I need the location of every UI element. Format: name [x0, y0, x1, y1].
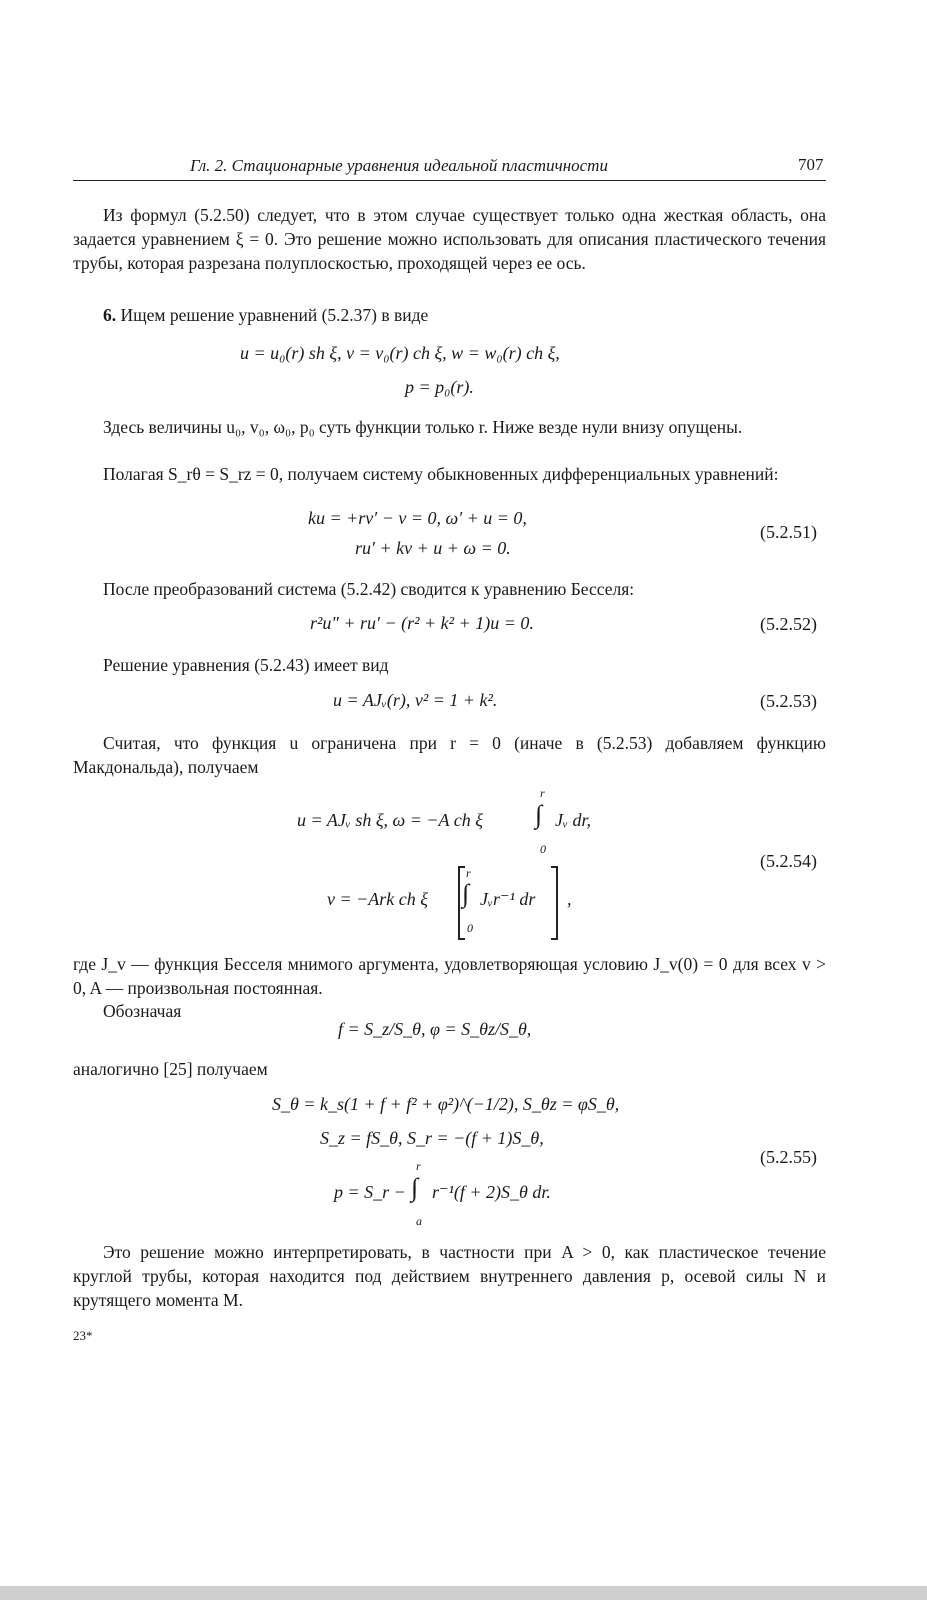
integral-sign: ∫ [411, 1173, 419, 1202]
section-number: 6. [103, 305, 117, 325]
paragraph-analogously: аналогично [25] получаем [73, 1059, 268, 1079]
equation-number-5-2-51: (5.2.51) [760, 522, 817, 542]
integral-sign: ∫ [462, 879, 470, 908]
signature-mark: 23* [73, 1328, 93, 1343]
equation-5-2-52: r²u″ + ru′ − (r² + k² + 1)u = 0. [310, 613, 534, 633]
paragraph-denoting: Обозначая [103, 1001, 182, 1021]
equation-5-2-54-line2-tail: , [567, 889, 572, 909]
paragraph-bessel-definition: где J_v — функция Бесселя мнимого аргумента, удовлетворяющая условию J_v(0) = 0 для всех v > 0, A — произвольная постоянная. [73, 954, 826, 998]
section-6-text: Ищем решение уравнений (5.2.37) в виде [120, 305, 429, 325]
paragraph-rigid-region: Из формул (5.2.50) следует, что в этом случае существует только одна жесткая область, она задается уравнением ξ = 0. Это решение можно использовать для описания пластического течения трубы, которая разрезана полуплоскостью, проходящей через ее ось. [73, 205, 826, 273]
equation-5-2-54-line1-left: u = AJᵥ sh ξ, ω = −A ch ξ [297, 810, 483, 830]
running-header-title: Гл. 2. Стационарные уравнения идеальной пластичности [190, 156, 608, 175]
paragraph-bessel-reduction: После преобразований система (5.2.42) сводится к уравнению Бесселя: [103, 579, 635, 599]
equation-5-2-51-line1: ku = +rv′ − v = 0, ω′ + u = 0, [308, 508, 527, 528]
paragraph-functions-of-r: Здесь величины u₀, v₀, ω₀, p₀ суть функции только r. Ниже везде нули внизу опущены. [103, 417, 743, 437]
equation-5-2-54-line1-right: Jᵥ dr, [555, 810, 592, 830]
integral-lower-limit: 0 [467, 921, 473, 935]
paragraph-bounded-function: Считая, что функция u ограничена при r = 0 (иначе в (5.2.53) добавляем функцию Макдональда), получаем [73, 733, 826, 777]
equation-5-2-54-line2-left: v = −Ark ch ξ [327, 889, 428, 909]
equation-number-5-2-55: (5.2.55) [760, 1147, 817, 1167]
equation-number-5-2-52: (5.2.52) [760, 614, 817, 634]
equation-5-2-55-line2: S_z = fS_θ, S_r = −(f + 1)S_θ, [320, 1128, 544, 1148]
integral-upper-limit: r [416, 1159, 421, 1173]
equation-ansatz-line2: p = p₀(r). [405, 377, 474, 397]
equation-number-5-2-54: (5.2.54) [760, 851, 817, 871]
right-bracket [551, 866, 558, 940]
integral-upper-limit: r [540, 786, 545, 800]
header-rule [73, 180, 826, 181]
page-number: 707 [798, 155, 824, 174]
paragraph-ode-system: Полагая S_rθ = S_rz = 0, получаем систему обыкновенных дифференциальных уравнений: [103, 464, 779, 484]
equation-5-2-55-line3-left: p = S_r − [334, 1182, 406, 1202]
paragraph-interpretation: Это решение можно интерпретировать, в частности при A > 0, как пластическое течение круглой трубы, которая находится под действием внутреннего давления p, осевой силы N и крутящего момента M. [73, 1242, 826, 1310]
equation-5-2-55-line3-right: r⁻¹(f + 2)S_θ dr. [432, 1182, 551, 1202]
integral-upper-limit: r [466, 866, 471, 880]
equation-definitions: f = S_z/S_θ, φ = S_θz/S_θ, [338, 1019, 532, 1039]
paragraph-solution-form: Решение уравнения (5.2.43) имеет вид [103, 655, 389, 675]
scan-bottom-edge [0, 1586, 927, 1600]
equation-5-2-54-line2-inner: Jᵥr⁻¹ dr [480, 889, 536, 909]
equation-number-5-2-53: (5.2.53) [760, 691, 817, 711]
integral-sign: ∫ [535, 800, 543, 829]
equation-ansatz-line1: u = u₀(r) sh ξ, v = v₀(r) ch ξ, w = w₀(r) ch ξ, [240, 343, 560, 363]
paragraph-section-6 [73, 303, 826, 327]
integral-lower-limit: a [416, 1214, 422, 1228]
equation-5-2-55-line1: S_θ = k_s(1 + f + f² + φ²)^(−1/2), S_θz = φS_θ, [272, 1094, 620, 1114]
integral-lower-limit: 0 [540, 842, 546, 856]
equation-5-2-53: u = AJᵥ(r), v² = 1 + k². [333, 690, 498, 710]
equation-5-2-51-line2: ru′ + kv + u + ω = 0. [355, 538, 511, 558]
